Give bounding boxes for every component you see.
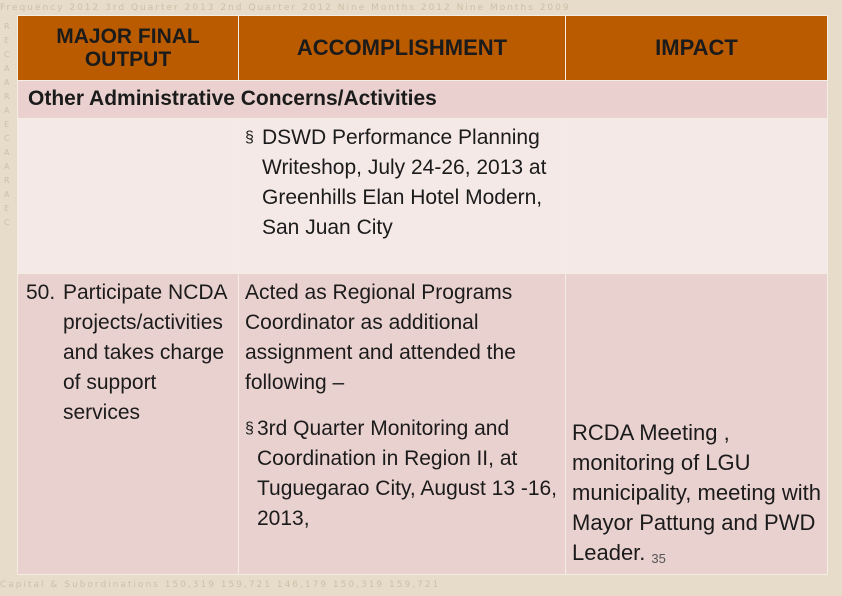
section-cell	[18, 81, 828, 119]
row2-impact-cell	[566, 274, 828, 575]
row2-accomplishment-cell	[239, 274, 566, 575]
row1-accomplishment: DSWD Performance Planning Writeshop, July 24-26, 2013 at Greenhills Elan Hotel Modern, San Juan City	[262, 126, 547, 239]
row1-impact-cell	[566, 119, 828, 274]
row2-accomplishment	[239, 274, 565, 534]
section-title: Other Administrative Concerns/Activities	[28, 87, 437, 110]
header-accomplishment-cell	[239, 16, 566, 81]
background-watermark-top: Frequency 2012 3rd Quarter 2013 2nd Quarter 2012 Nine Months 2012 Nine Months 2009	[0, 3, 571, 13]
task-item	[18, 274, 238, 428]
background-watermark-side: RECAARAECAARAEC	[4, 22, 10, 227]
task-text: Participate NCDA projects/activities and takes charge of support services	[63, 281, 227, 424]
row2-output-cell	[18, 274, 239, 575]
impact-text: RCDA Meeting , monitoring of LGU municipality, meeting with Mayor Pattung and PWD Leader.	[572, 420, 822, 565]
background-watermark-bottom: Capital & Subordinations 150,319 159,721 146,179 150,319 159,721	[0, 580, 441, 590]
page-number: 35	[651, 551, 666, 566]
list-item	[245, 414, 559, 534]
header-output-cell	[18, 16, 239, 81]
row1-output-cell	[18, 119, 239, 274]
header-accomplishment: ACCOMPLISHMENT	[296, 35, 508, 60]
bullet-icon: §	[245, 420, 254, 437]
table-row	[18, 274, 828, 575]
accomplishment-intro: Acted as Regional Programs Coordinator as additional assignment and attended the following –	[245, 281, 516, 394]
header-impact: IMPACT	[655, 35, 738, 60]
row1-accomplishment-cell	[239, 119, 566, 274]
header-impact-cell	[566, 16, 828, 81]
accomplishment-item: 3rd Quarter Monitoring and Coordination in Region II, at Tuguegarao City, August 13 -16, 2013,	[257, 417, 558, 530]
section-row	[18, 81, 828, 119]
table-header-row	[18, 16, 828, 81]
table-row	[18, 119, 828, 274]
bullet-icon: §	[245, 129, 254, 146]
row2-impact	[566, 274, 827, 574]
accomplishment-table	[17, 15, 828, 575]
task-number: 50.	[26, 281, 56, 304]
list-item	[239, 119, 565, 243]
header-output: MAJOR FINAL OUTPUT	[56, 25, 200, 71]
